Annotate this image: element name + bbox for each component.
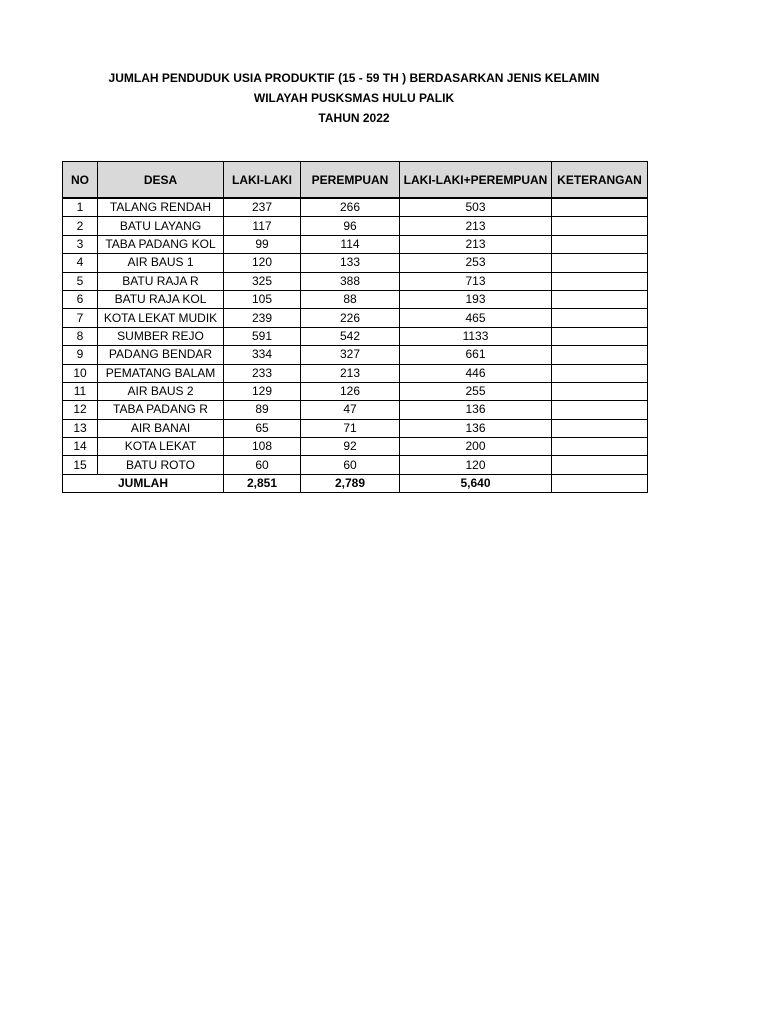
cell-laki: 334 (224, 346, 301, 364)
cell-total: 446 (400, 364, 552, 382)
cell-desa: SUMBER REJO (98, 327, 224, 345)
totals-row (63, 474, 648, 492)
table-row (63, 272, 648, 290)
cell-perempuan: 47 (301, 401, 400, 419)
cell-perempuan: 126 (301, 382, 400, 400)
table-header-row (63, 162, 648, 199)
cell-laki: 129 (224, 382, 301, 400)
cell-laki: 325 (224, 272, 301, 290)
cell-total: 1133 (400, 327, 552, 345)
cell-total: 661 (400, 346, 552, 364)
cell-total: 136 (400, 401, 552, 419)
cell-laki: 65 (224, 419, 301, 437)
cell-no: 11 (63, 382, 98, 400)
table-row (63, 419, 648, 437)
report-year: TAHUN 2022 (318, 111, 390, 125)
cell-laki: 105 (224, 290, 301, 308)
cell-total: 193 (400, 290, 552, 308)
column-header-laki: LAKI-LAKI (224, 162, 301, 199)
cell-perempuan: 542 (301, 327, 400, 345)
totals-keterangan (552, 474, 648, 492)
cell-perempuan: 388 (301, 272, 400, 290)
cell-total: 120 (400, 456, 552, 474)
cell-perempuan: 266 (301, 198, 400, 217)
cell-total: 255 (400, 382, 552, 400)
cell-keterangan (552, 401, 648, 419)
cell-desa: PADANG BENDAR (98, 346, 224, 364)
cell-laki: 99 (224, 235, 301, 253)
cell-keterangan (552, 346, 648, 364)
cell-keterangan (552, 198, 648, 217)
cell-keterangan (552, 254, 648, 272)
cell-total: 200 (400, 438, 552, 456)
cell-no: 13 (63, 419, 98, 437)
cell-desa: AIR BAUS 2 (98, 382, 224, 400)
totals-laki: 2,851 (224, 474, 301, 492)
table-body (63, 198, 648, 474)
cell-total: 713 (400, 272, 552, 290)
column-header-keterangan: KETERANGAN (552, 162, 648, 199)
cell-keterangan (552, 327, 648, 345)
cell-no: 6 (63, 290, 98, 308)
cell-no: 1 (63, 198, 98, 217)
cell-total: 213 (400, 235, 552, 253)
cell-keterangan (552, 364, 648, 382)
cell-perempuan: 226 (301, 309, 400, 327)
cell-desa: BATU RAJA R (98, 272, 224, 290)
cell-total: 503 (400, 198, 552, 217)
population-table (62, 161, 648, 493)
cell-keterangan (552, 217, 648, 235)
cell-perempuan: 71 (301, 419, 400, 437)
report-area: WILAYAH PUSKSMAS HULU PALIK (253, 91, 455, 105)
cell-perempuan: 88 (301, 290, 400, 308)
cell-desa: KOTA LEKAT MUDIK (98, 309, 224, 327)
cell-keterangan (552, 272, 648, 290)
table-row (63, 198, 648, 217)
column-header-perempuan: PEREMPUAN (301, 162, 400, 199)
cell-laki: 237 (224, 198, 301, 217)
cell-perempuan: 60 (301, 456, 400, 474)
cell-desa: KOTA LEKAT (98, 438, 224, 456)
table-row (63, 254, 648, 272)
cell-keterangan (552, 290, 648, 308)
cell-laki: 108 (224, 438, 301, 456)
cell-desa: TALANG RENDAH (98, 198, 224, 217)
cell-perempuan: 133 (301, 254, 400, 272)
column-header-desa: DESA (98, 162, 224, 199)
cell-perempuan: 96 (301, 217, 400, 235)
cell-desa: AIR BAUS 1 (98, 254, 224, 272)
cell-no: 12 (63, 401, 98, 419)
cell-laki: 117 (224, 217, 301, 235)
cell-no: 10 (63, 364, 98, 382)
cell-total: 136 (400, 419, 552, 437)
cell-keterangan (552, 438, 648, 456)
table-row (63, 438, 648, 456)
table-row (63, 309, 648, 327)
cell-desa: BATU RAJA KOL (98, 290, 224, 308)
cell-perempuan: 92 (301, 438, 400, 456)
cell-perempuan: 327 (301, 346, 400, 364)
cell-total: 253 (400, 254, 552, 272)
cell-no: 14 (63, 438, 98, 456)
report-title: JUMLAH PENDUDUK USIA PRODUKTIF (15 - 59 TH ) BERDASARKAN JENIS KELAMIN (108, 71, 600, 85)
cell-perempuan: 213 (301, 364, 400, 382)
table-row (63, 346, 648, 364)
table-row (63, 401, 648, 419)
column-header-no: NO (63, 162, 98, 199)
cell-keterangan (552, 309, 648, 327)
cell-laki: 120 (224, 254, 301, 272)
cell-total: 465 (400, 309, 552, 327)
cell-desa: BATU ROTO (98, 456, 224, 474)
cell-desa: BATU LAYANG (98, 217, 224, 235)
table-row (63, 364, 648, 382)
cell-keterangan (552, 382, 648, 400)
table-row (63, 327, 648, 345)
table-row (63, 217, 648, 235)
cell-keterangan (552, 456, 648, 474)
table-row (63, 290, 648, 308)
cell-no: 7 (63, 309, 98, 327)
document-header (0, 68, 708, 128)
cell-laki: 89 (224, 401, 301, 419)
cell-keterangan (552, 419, 648, 437)
totals-perempuan: 2,789 (301, 474, 400, 492)
totals-label: JUMLAH (63, 474, 224, 492)
cell-desa: TABA PADANG R (98, 401, 224, 419)
cell-no: 5 (63, 272, 98, 290)
table-row (63, 382, 648, 400)
cell-laki: 60 (224, 456, 301, 474)
cell-no: 3 (63, 235, 98, 253)
cell-desa: TABA PADANG KOL (98, 235, 224, 253)
cell-no: 4 (63, 254, 98, 272)
cell-no: 8 (63, 327, 98, 345)
cell-laki: 591 (224, 327, 301, 345)
cell-laki: 239 (224, 309, 301, 327)
totals-total: 5,640 (400, 474, 552, 492)
cell-no: 15 (63, 456, 98, 474)
cell-total: 213 (400, 217, 552, 235)
cell-no: 2 (63, 217, 98, 235)
cell-laki: 233 (224, 364, 301, 382)
cell-desa: AIR BANAI (98, 419, 224, 437)
table-row (63, 235, 648, 253)
cell-desa: PEMATANG BALAM (98, 364, 224, 382)
column-header-total: LAKI-LAKI+PEREMPUAN (400, 162, 552, 199)
cell-no: 9 (63, 346, 98, 364)
table-row (63, 456, 648, 474)
cell-keterangan (552, 235, 648, 253)
cell-perempuan: 114 (301, 235, 400, 253)
